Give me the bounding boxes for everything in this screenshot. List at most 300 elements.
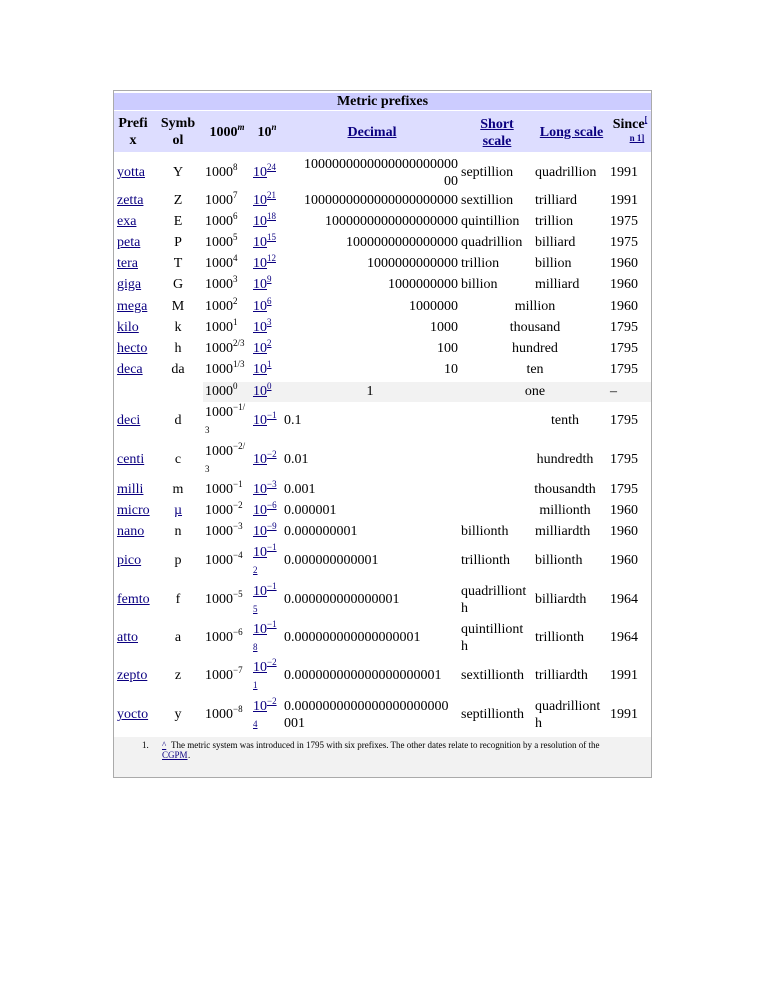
decimal-value: 0.001 bbox=[284, 482, 316, 497]
power-1000-exp: 6 bbox=[233, 211, 238, 221]
prefix-name[interactable]: mega bbox=[117, 299, 148, 314]
power-1000-exp: 7 bbox=[233, 190, 238, 200]
power-10-exp[interactable]: −1 bbox=[267, 619, 277, 629]
decimal-value: 0.000000000000000000001 bbox=[284, 668, 442, 683]
prefix-name[interactable]: deci bbox=[117, 413, 141, 428]
symbol: y bbox=[174, 707, 182, 722]
short-scale-name: billionth bbox=[461, 524, 509, 539]
symbol-cell bbox=[158, 298, 198, 315]
since-year: 1960 bbox=[610, 553, 638, 568]
decimal-value: 1000000000000 bbox=[367, 256, 458, 271]
power-10-exp-cont[interactable]: 4 bbox=[253, 719, 258, 729]
power-10-link[interactable] bbox=[253, 361, 272, 378]
power-10-base[interactable]: 10 bbox=[253, 277, 267, 292]
power-10-base[interactable]: 10 bbox=[253, 660, 267, 675]
decimal-value: 0.1 bbox=[284, 413, 302, 428]
short-scale-name-cont: h bbox=[461, 601, 468, 616]
power-1000-cell bbox=[205, 404, 245, 421]
symbol: m bbox=[172, 482, 184, 497]
prefix-link[interactable] bbox=[117, 591, 150, 608]
decimal-value: 0.000000000000001 bbox=[284, 592, 400, 607]
prefix-name[interactable]: tera bbox=[117, 256, 138, 271]
decimal-value: 0.000001 bbox=[284, 503, 337, 518]
power-1000-cell bbox=[205, 298, 238, 315]
short-scale-name: trillionth bbox=[461, 553, 510, 568]
symbol-cell bbox=[158, 234, 198, 251]
power-10-exp[interactable]: 6 bbox=[267, 296, 272, 306]
short-scale-name: sextillionth bbox=[461, 668, 524, 683]
prefix-name[interactable]: hecto bbox=[117, 341, 148, 356]
metric-prefixes-table bbox=[113, 90, 652, 778]
symbol: T bbox=[173, 256, 183, 271]
scale-name: millionth bbox=[539, 503, 591, 518]
power-1000-exp: 2/3 bbox=[233, 338, 245, 348]
prefix-link[interactable] bbox=[117, 319, 139, 336]
short-scale-name: quintillion bbox=[461, 214, 520, 229]
power-1000-cell bbox=[205, 502, 243, 519]
power-10-exp[interactable]: 0 bbox=[267, 381, 272, 391]
long-scale-name: quadrilliont bbox=[535, 699, 601, 714]
power-10-base[interactable]: 10 bbox=[253, 362, 267, 377]
since-year: 1960 bbox=[610, 299, 638, 314]
power-10-base[interactable]: 10 bbox=[253, 545, 267, 560]
long-scale-name: trillion bbox=[535, 214, 574, 229]
symbol: P bbox=[174, 235, 182, 250]
power-1000-exp: −7 bbox=[233, 665, 243, 675]
prefix-link[interactable] bbox=[117, 234, 140, 251]
symbol-cell bbox=[158, 481, 198, 498]
header-short-line1[interactable]: Short bbox=[480, 117, 514, 132]
since-year: 1975 bbox=[610, 235, 638, 250]
since-year: 1975 bbox=[610, 214, 638, 229]
decimal-value: 0.01 bbox=[284, 452, 309, 467]
power-10-exp[interactable]: 1 bbox=[267, 359, 272, 369]
power-10-base[interactable]: 10 bbox=[253, 320, 267, 335]
power-10-exp[interactable]: 21 bbox=[267, 190, 276, 200]
prefix-name[interactable]: zetta bbox=[117, 193, 144, 208]
power-1000-cell bbox=[205, 361, 245, 378]
power-10-link[interactable] bbox=[253, 319, 272, 336]
power-10-link[interactable] bbox=[253, 234, 276, 251]
prefix-link[interactable] bbox=[117, 552, 141, 569]
power-10-exp[interactable]: 12 bbox=[267, 253, 276, 263]
power-10-link[interactable] bbox=[253, 659, 277, 676]
since-year: 1795 bbox=[610, 413, 638, 428]
power-10-base[interactable]: 10 bbox=[253, 235, 267, 250]
long-scale-name: trilliard bbox=[535, 193, 577, 208]
power-10-base[interactable]: 10 bbox=[253, 341, 267, 356]
power-1000-cell bbox=[205, 552, 243, 569]
prefix-name[interactable]: giga bbox=[117, 277, 142, 292]
footnote-backlink[interactable]: ^ bbox=[162, 740, 167, 750]
symbol: G bbox=[172, 277, 184, 292]
scale-name: one bbox=[524, 384, 546, 399]
power-1000-base: 1000 bbox=[205, 341, 233, 356]
since-year: 1991 bbox=[610, 193, 638, 208]
power-1000-base: 1000 bbox=[205, 165, 233, 180]
power-10-exp[interactable]: 2 bbox=[267, 338, 272, 348]
power-1000-cell bbox=[205, 234, 238, 251]
power-10-base[interactable]: 10 bbox=[253, 524, 267, 539]
power-1000-cell bbox=[205, 629, 243, 646]
symbol: f bbox=[175, 592, 181, 607]
power-10-link[interactable] bbox=[253, 583, 277, 600]
power-1000-exp: −6 bbox=[233, 627, 243, 637]
header-symbol bbox=[156, 115, 200, 149]
power-10-exp-cont[interactable]: 2 bbox=[253, 565, 258, 575]
power-1000-cell bbox=[205, 443, 245, 460]
header-long-link[interactable]: Long scale bbox=[539, 125, 604, 140]
header-1000m bbox=[203, 124, 251, 141]
prefix-name[interactable]: micro bbox=[117, 503, 150, 518]
scale-name: million bbox=[514, 299, 556, 314]
power-10-base[interactable]: 10 bbox=[253, 452, 267, 467]
symbol-cell bbox=[158, 255, 198, 272]
symbol: E bbox=[173, 214, 183, 229]
power-10-link[interactable] bbox=[253, 451, 277, 468]
power-1000-exp: 4 bbox=[233, 253, 238, 263]
header-10n-base: 10 bbox=[257, 125, 272, 140]
power-10-exp[interactable]: −3 bbox=[267, 479, 277, 489]
header-since-ref-line2[interactable]: n 1] bbox=[629, 133, 645, 143]
power-10-base[interactable]: 10 bbox=[253, 384, 267, 399]
prefix-name[interactable]: nano bbox=[117, 524, 145, 539]
power-10-link[interactable] bbox=[253, 192, 276, 209]
power-1000-exp: −2/ bbox=[233, 441, 246, 451]
prefix-link[interactable] bbox=[117, 481, 143, 498]
since-year: 1960 bbox=[610, 256, 638, 271]
prefix-link[interactable] bbox=[117, 667, 147, 684]
power-10-exp[interactable]: 9 bbox=[267, 274, 272, 284]
power-1000-exp: 3 bbox=[233, 274, 238, 284]
since-year: 1960 bbox=[610, 524, 638, 539]
power-10-exp-cont[interactable]: 5 bbox=[253, 604, 258, 614]
header-long-scale[interactable] bbox=[535, 124, 608, 141]
power-10-base[interactable]: 10 bbox=[253, 193, 267, 208]
header-1000m-base: 1000 bbox=[209, 125, 238, 140]
power-10-exp[interactable]: −2 bbox=[267, 696, 277, 706]
header-10n-exp: n bbox=[271, 122, 277, 132]
power-1000-base: 1000 bbox=[205, 214, 233, 229]
decimal-value-cont: 00 bbox=[444, 174, 458, 189]
decimal-value: 1000000000000000 bbox=[346, 235, 458, 250]
power-1000-cell bbox=[205, 591, 243, 608]
power-1000-cell bbox=[205, 667, 243, 684]
prefix-name[interactable]: peta bbox=[117, 235, 141, 250]
symbol: a bbox=[174, 630, 182, 645]
power-1000-cell bbox=[205, 481, 243, 498]
header-since-label: Since bbox=[612, 117, 645, 132]
prefix-link[interactable] bbox=[117, 276, 141, 293]
prefix-name[interactable]: exa bbox=[117, 214, 137, 229]
symbol-cell bbox=[158, 319, 198, 336]
power-10-link[interactable] bbox=[253, 412, 277, 429]
header-prefix-line1: Prefi bbox=[118, 116, 148, 131]
power-10-link[interactable] bbox=[253, 523, 277, 540]
power-1000-exp-cont: 3 bbox=[205, 464, 210, 474]
prefix-name[interactable]: kilo bbox=[117, 320, 139, 335]
power-10-exp-cont[interactable]: 8 bbox=[253, 642, 258, 652]
symbol-cell bbox=[158, 523, 198, 540]
power-1000-cell bbox=[205, 523, 243, 540]
power-1000-cell bbox=[205, 340, 245, 357]
power-10-exp[interactable]: 3 bbox=[267, 317, 272, 327]
power-10-link[interactable] bbox=[253, 255, 276, 272]
prefix-name[interactable]: atto bbox=[117, 630, 138, 645]
power-1000-exp: 0 bbox=[233, 381, 238, 391]
symbol-cell bbox=[158, 552, 198, 569]
power-1000-exp: 1 bbox=[233, 317, 238, 327]
power-10-base[interactable]: 10 bbox=[253, 214, 267, 229]
symbol: p bbox=[174, 553, 182, 568]
prefix-name[interactable]: femto bbox=[117, 592, 150, 607]
power-1000-exp: 1/3 bbox=[233, 359, 245, 369]
power-10-exp[interactable]: −1 bbox=[267, 581, 277, 591]
short-scale-name: quintilliont bbox=[461, 622, 524, 637]
prefix-name[interactable]: centi bbox=[117, 452, 145, 467]
footnote-number: 1. bbox=[142, 740, 149, 750]
prefix-name[interactable]: yotta bbox=[117, 165, 145, 180]
long-scale-name: billiard bbox=[535, 235, 576, 250]
power-10-base[interactable]: 10 bbox=[253, 413, 267, 428]
long-scale-name: billionth bbox=[535, 553, 583, 568]
footnote-cgpm-link[interactable]: CGPM bbox=[162, 750, 188, 760]
table-title: Metric prefixes bbox=[114, 93, 651, 110]
symbol: da bbox=[171, 362, 185, 377]
power-1000-cell bbox=[205, 164, 238, 181]
decimal-value: 1 bbox=[366, 384, 374, 399]
header-10n bbox=[252, 124, 282, 141]
symbol: z bbox=[174, 668, 182, 683]
symbol[interactable]: µ bbox=[173, 503, 183, 518]
table-header bbox=[114, 111, 651, 152]
since-year: 1960 bbox=[610, 277, 638, 292]
power-1000-exp: −1/ bbox=[233, 402, 246, 412]
symbol: d bbox=[174, 413, 182, 428]
decimal-value: 1000000000000000000 bbox=[325, 214, 458, 229]
power-10-link[interactable] bbox=[253, 502, 277, 519]
decimal-value: 1000000000 bbox=[388, 277, 458, 292]
since-year: 1795 bbox=[610, 341, 638, 356]
power-10-link[interactable] bbox=[253, 276, 272, 293]
long-scale-name: billion bbox=[535, 256, 572, 271]
symbol: c bbox=[174, 452, 182, 467]
power-10-base[interactable]: 10 bbox=[253, 584, 267, 599]
symbol-cell bbox=[158, 591, 198, 608]
since-year: 1795 bbox=[610, 482, 638, 497]
power-1000-cell bbox=[205, 319, 238, 336]
symbol: Z bbox=[173, 193, 183, 208]
power-1000-base: 1000 bbox=[205, 668, 233, 683]
since-year: 1795 bbox=[610, 362, 638, 377]
since-year: 1991 bbox=[610, 165, 638, 180]
power-1000-base: 1000 bbox=[205, 235, 233, 250]
scale-name: tenth bbox=[551, 413, 579, 428]
power-10-base[interactable]: 10 bbox=[253, 622, 267, 637]
power-10-link[interactable] bbox=[253, 298, 272, 315]
decimal-value: 1000000000000000000000 bbox=[304, 157, 458, 172]
power-10-base[interactable]: 10 bbox=[253, 256, 267, 271]
power-10-exp-cont[interactable]: 1 bbox=[253, 680, 258, 690]
header-decimal-link[interactable]: Decimal bbox=[347, 125, 397, 140]
prefix-link[interactable] bbox=[117, 255, 138, 272]
header-short-scale[interactable] bbox=[461, 116, 533, 150]
prefix-name[interactable]: zepto bbox=[117, 668, 148, 683]
long-scale-name: trilliardth bbox=[535, 668, 588, 683]
power-10-link[interactable] bbox=[253, 481, 277, 498]
footnotes bbox=[114, 737, 651, 777]
power-10-base[interactable]: 10 bbox=[253, 699, 267, 714]
power-1000-exp: −5 bbox=[233, 589, 243, 599]
power-10-base[interactable]: 10 bbox=[253, 503, 267, 518]
symbol: Y bbox=[172, 165, 184, 180]
long-scale-name: billiardth bbox=[535, 592, 587, 607]
symbol-cell bbox=[158, 164, 198, 181]
prefix-name[interactable]: deca bbox=[117, 362, 143, 377]
power-10-exp[interactable]: 18 bbox=[267, 211, 276, 221]
power-10-exp[interactable]: −1 bbox=[267, 410, 277, 420]
header-prefix bbox=[114, 115, 152, 149]
scale-name: thousandth bbox=[534, 482, 596, 497]
power-1000-base: 1000 bbox=[205, 482, 233, 497]
symbol: h bbox=[174, 341, 182, 356]
power-1000-exp: 2 bbox=[233, 296, 238, 306]
short-scale-name-cont: h bbox=[461, 639, 468, 654]
power-1000-base: 1000 bbox=[205, 630, 233, 645]
since-year: 1991 bbox=[610, 707, 638, 722]
power-10-link[interactable] bbox=[253, 621, 277, 638]
header-since-ref[interactable]: [ bbox=[644, 115, 648, 124]
decimal-value: 1000000000000000000000 bbox=[304, 193, 458, 208]
power-1000-base: 1000 bbox=[205, 362, 233, 377]
since-year: 1991 bbox=[610, 668, 638, 683]
symbol: M bbox=[171, 299, 185, 314]
power-10-base[interactable]: 10 bbox=[253, 299, 267, 314]
prefix-link[interactable] bbox=[117, 502, 150, 519]
power-1000-exp-cont: 3 bbox=[205, 425, 210, 435]
power-1000-cell bbox=[205, 213, 238, 230]
symbol-cell bbox=[158, 667, 198, 684]
since-year: 1964 bbox=[610, 630, 638, 645]
decimal-value: 0.000000000001 bbox=[284, 553, 379, 568]
decimal-value-cont: 001 bbox=[284, 716, 305, 731]
symbol-cell bbox=[158, 340, 198, 357]
decimal-value: 10 bbox=[444, 362, 458, 377]
power-1000-base: 1000 bbox=[205, 707, 233, 722]
symbol-cell bbox=[158, 412, 198, 429]
power-1000-base: 1000 bbox=[205, 553, 233, 568]
long-scale-name: milliard bbox=[535, 277, 580, 292]
symbol-cell[interactable] bbox=[158, 502, 198, 519]
prefix-link[interactable] bbox=[117, 298, 147, 315]
power-1000-base: 1000 bbox=[205, 256, 233, 271]
scale-name: thousand bbox=[509, 320, 561, 335]
prefix-link[interactable] bbox=[117, 164, 145, 181]
footnote-text: The metric system was introduced in 1795 with six prefixes. The other dates relate to recognition by a resolution of the bbox=[171, 740, 600, 750]
prefix-link[interactable] bbox=[117, 340, 147, 357]
power-10-exp[interactable]: −2 bbox=[267, 657, 277, 667]
power-1000-base: 1000 bbox=[205, 503, 233, 518]
prefix-link[interactable] bbox=[117, 192, 143, 209]
power-1000-cell bbox=[205, 706, 243, 723]
power-1000-exp: −2 bbox=[233, 500, 243, 510]
decimal-value: 0.000000000000000001 bbox=[284, 630, 421, 645]
long-scale-name: milliardth bbox=[535, 524, 591, 539]
power-10-base[interactable]: 10 bbox=[253, 482, 267, 497]
power-10-exp[interactable]: −9 bbox=[267, 521, 277, 531]
footnote-tail: . bbox=[188, 750, 191, 760]
power-1000-base: 1000 bbox=[205, 320, 233, 335]
power-1000-base: 1000 bbox=[205, 299, 233, 314]
power-10-link[interactable] bbox=[253, 213, 276, 230]
power-1000-base: 1000 bbox=[205, 193, 233, 208]
short-scale-name: septillionth bbox=[461, 707, 524, 722]
power-10-link[interactable] bbox=[253, 164, 276, 181]
long-scale-name: quadrillion bbox=[535, 165, 597, 180]
power-1000-exp: −8 bbox=[233, 704, 243, 714]
power-1000-base: 1000 bbox=[205, 444, 233, 459]
prefix-name[interactable]: pico bbox=[117, 553, 142, 568]
short-scale-name: sextillion bbox=[461, 193, 514, 208]
power-10-link[interactable] bbox=[253, 698, 277, 715]
power-1000-cell bbox=[205, 383, 238, 400]
power-1000-base: 1000 bbox=[205, 405, 233, 420]
power-10-exp[interactable]: −6 bbox=[267, 500, 277, 510]
power-1000-exp: 5 bbox=[233, 232, 238, 242]
power-10-exp[interactable]: −2 bbox=[267, 449, 277, 459]
header-symbol-line1: Symb bbox=[160, 116, 196, 131]
symbol-cell bbox=[158, 213, 198, 230]
scale-name: hundred bbox=[512, 341, 558, 356]
prefix-link[interactable] bbox=[117, 412, 140, 429]
symbol-cell bbox=[158, 706, 198, 723]
power-1000-base: 1000 bbox=[205, 524, 233, 539]
since-year: 1795 bbox=[610, 452, 638, 467]
decimal-value: 0.0000000000000000000000 bbox=[284, 699, 449, 714]
header-short-line2[interactable]: scale bbox=[482, 134, 512, 149]
power-10-exp[interactable]: −1 bbox=[267, 542, 277, 552]
header-1000m-exp: m bbox=[237, 122, 245, 132]
prefix-link[interactable] bbox=[117, 706, 148, 723]
header-decimal[interactable] bbox=[284, 124, 460, 141]
short-scale-name: trillion bbox=[461, 256, 500, 271]
power-10-link[interactable] bbox=[253, 340, 272, 357]
prefix-name[interactable]: yocto bbox=[117, 707, 149, 722]
decimal-value: 1000 bbox=[430, 320, 458, 335]
scale-name: ten bbox=[526, 362, 544, 377]
short-scale-name: billion bbox=[461, 277, 498, 292]
prefix-link[interactable] bbox=[117, 451, 144, 468]
power-1000-base: 1000 bbox=[205, 277, 233, 292]
since-year: 1795 bbox=[610, 320, 638, 335]
prefix-link[interactable] bbox=[117, 523, 144, 540]
power-10-link[interactable] bbox=[253, 544, 277, 561]
power-1000-exp: 8 bbox=[233, 162, 238, 172]
power-10-exp[interactable]: 24 bbox=[267, 162, 276, 172]
prefix-link[interactable] bbox=[117, 361, 143, 378]
header-symbol-line2: ol bbox=[172, 133, 184, 148]
prefix-name[interactable]: milli bbox=[117, 482, 144, 497]
power-10-base[interactable]: 10 bbox=[253, 165, 267, 180]
power-1000-base: 1000 bbox=[205, 384, 233, 399]
prefix-link[interactable] bbox=[117, 213, 136, 230]
prefix-link[interactable] bbox=[117, 629, 138, 646]
power-10-exp[interactable]: 15 bbox=[267, 232, 276, 242]
scale-name: hundredth bbox=[536, 452, 594, 467]
power-1000-cell bbox=[205, 276, 238, 293]
symbol-cell bbox=[158, 451, 198, 468]
power-10-link[interactable] bbox=[253, 383, 272, 400]
